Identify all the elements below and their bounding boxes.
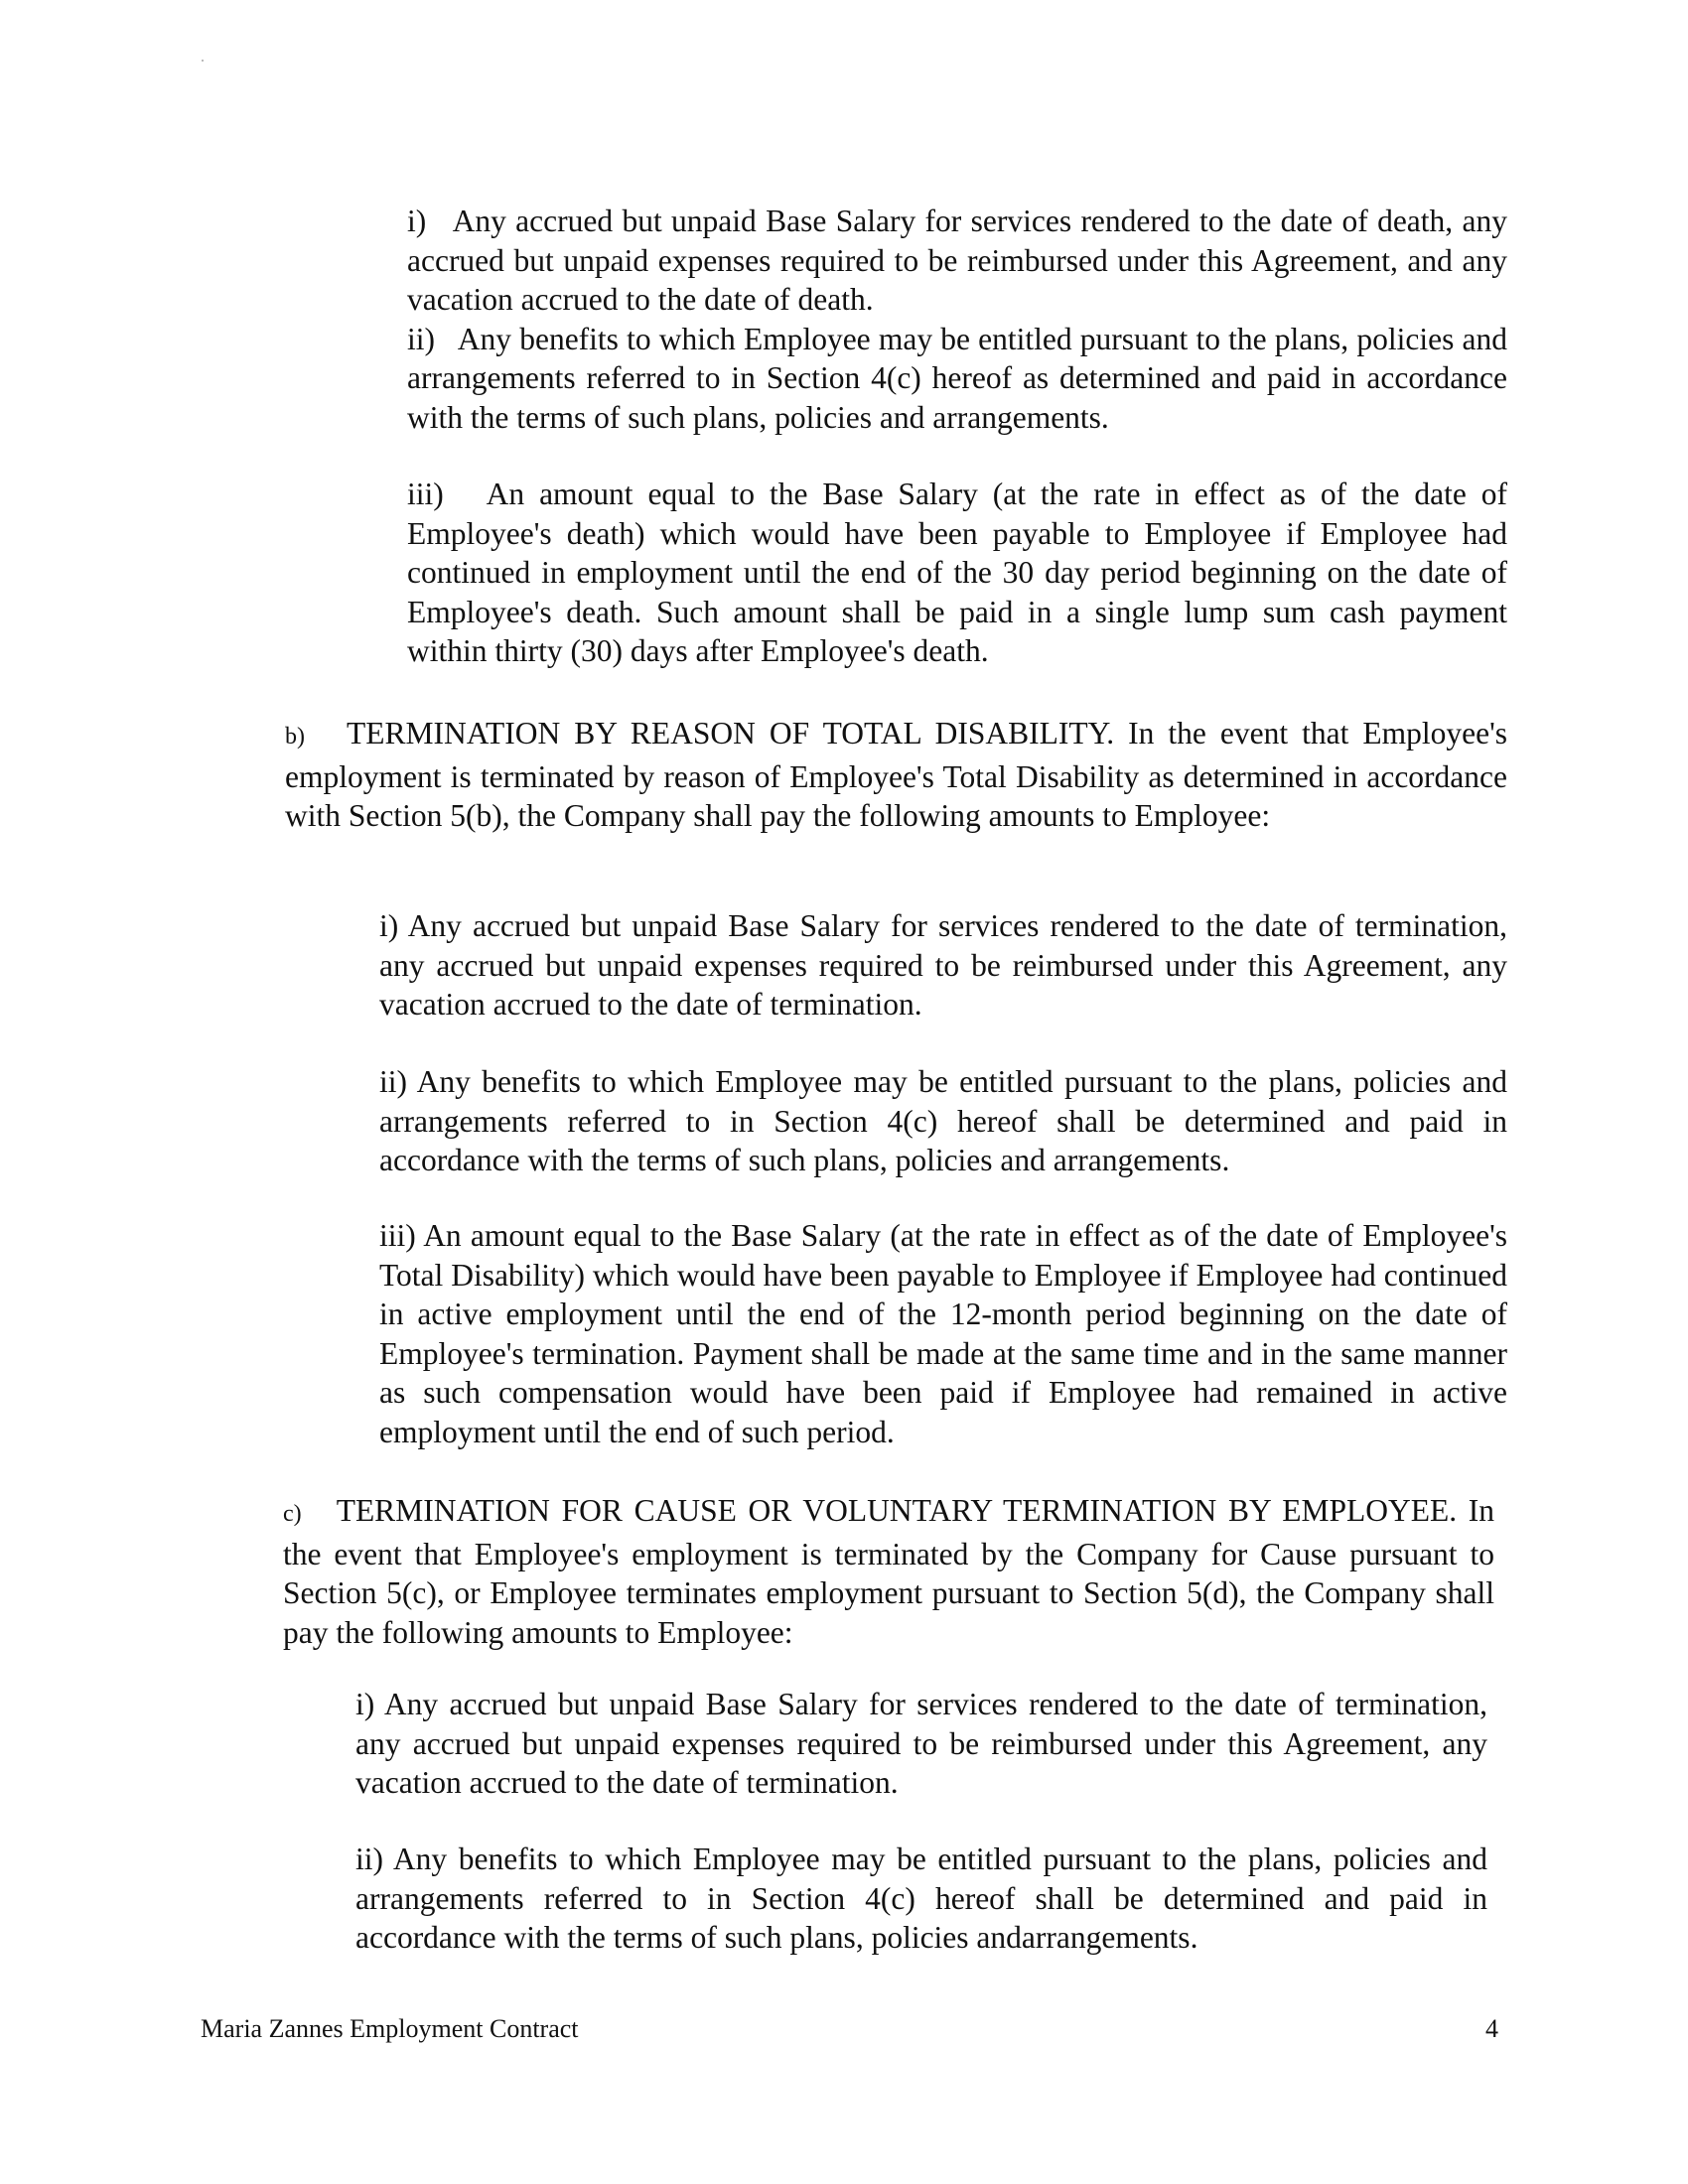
section-b-text: TERMINATION BY REASON OF TOTAL DISABILITY. In the event that Employee's employment is terminated by reason of Employee's Total Disability as determined in accordance with Section 5(b), the Company shall pay the following amounts to Employee: [285, 716, 1508, 833]
section-c-text: TERMINATION FOR CAUSE OR VOLUNTARY TERMINATION BY EMPLOYEE. In the event that Employee's employment is terminated by the Company for Cause pursuant to Section 5(c), or Employee terminates employment pursuant to Section 5(d), the Company shall pay the following amounts to Employee: [283, 1493, 1494, 1650]
footer-page-number: 4 [1485, 2014, 1498, 2043]
section-b-label: b) [285, 724, 305, 750]
section-b-item-i: i) Any accrued but unpaid Base Salary for services rendered to the date of termination, any accrued but unpaid expenses required to be reimbursed under this Agreement, any vacation accrued to the date of termination. [379, 908, 1507, 1022]
section-b-item-iii: iii) An amount equal to the Base Salary (at the rate in effect as of the date of Employee's Total Disability) which would have been payable to Employee if Employee had continued in active employment until the end of the 12-month period beginning on the date of Employee's termination. Payment shall be made at the same time and in the same manner as such compensation would have been paid if Employee had remained in active employment until the end of such period. [379, 1218, 1507, 1449]
section-a-item-i: i) Any accrued but unpaid Base Salary for services rendered to the date of death, any accrued but unpaid expenses required to be reimbursed under this Agreement, and any vacation accrued to the date of death. [407, 204, 1507, 317]
section-a-item-iii: iii) An amount equal to the Base Salary (at the rate in effect as of the date of Employee's death) which would have been payable to Employee if Employee had continued in employment until the end of the 30 day period beginning on the date of Employee's death. Such amount shall be paid in a single lump sum cash payment within thirty (30) days after Employee's death. [407, 477, 1507, 668]
footer-document-title: Maria Zannes Employment Contract [201, 2014, 579, 2043]
section-c-item-ii: ii) Any benefits to which Employee may be entitled pursuant to the plans, policies and arrangements referred to in Section 4(c) hereof shall be determined and paid in accordance with the terms of such plans, policies andarrangements. [355, 1842, 1487, 1955]
section-c-heading [283, 1491, 1494, 1652]
section-c-item-i: i) Any accrued but unpaid Base Salary for services rendered to the date of termination, any accrued but unpaid expenses required to be reimbursed under this Agreement, any vacation accrued to the date of termination. [355, 1687, 1487, 1800]
section-c-label: c) [283, 1501, 302, 1527]
section-b-heading [285, 714, 1507, 836]
section-a-item-ii: ii) Any benefits to which Employee may be entitled pursuant to the plans, policies and arrangements referred to in Section 4(c) hereof as determined and paid in accordance with the terms of such plans, policies and arrangements. [407, 321, 1507, 435]
section-b-item-ii: ii) Any benefits to which Employee may be entitled pursuant to the plans, policies and arrangements referred to in Section 4(c) hereof shall be determined and paid in accordance with the terms of such plans, policies and arrangements. [379, 1064, 1507, 1177]
section-a-items-i-ii [407, 202, 1507, 437]
scan-speck [202, 60, 204, 62]
